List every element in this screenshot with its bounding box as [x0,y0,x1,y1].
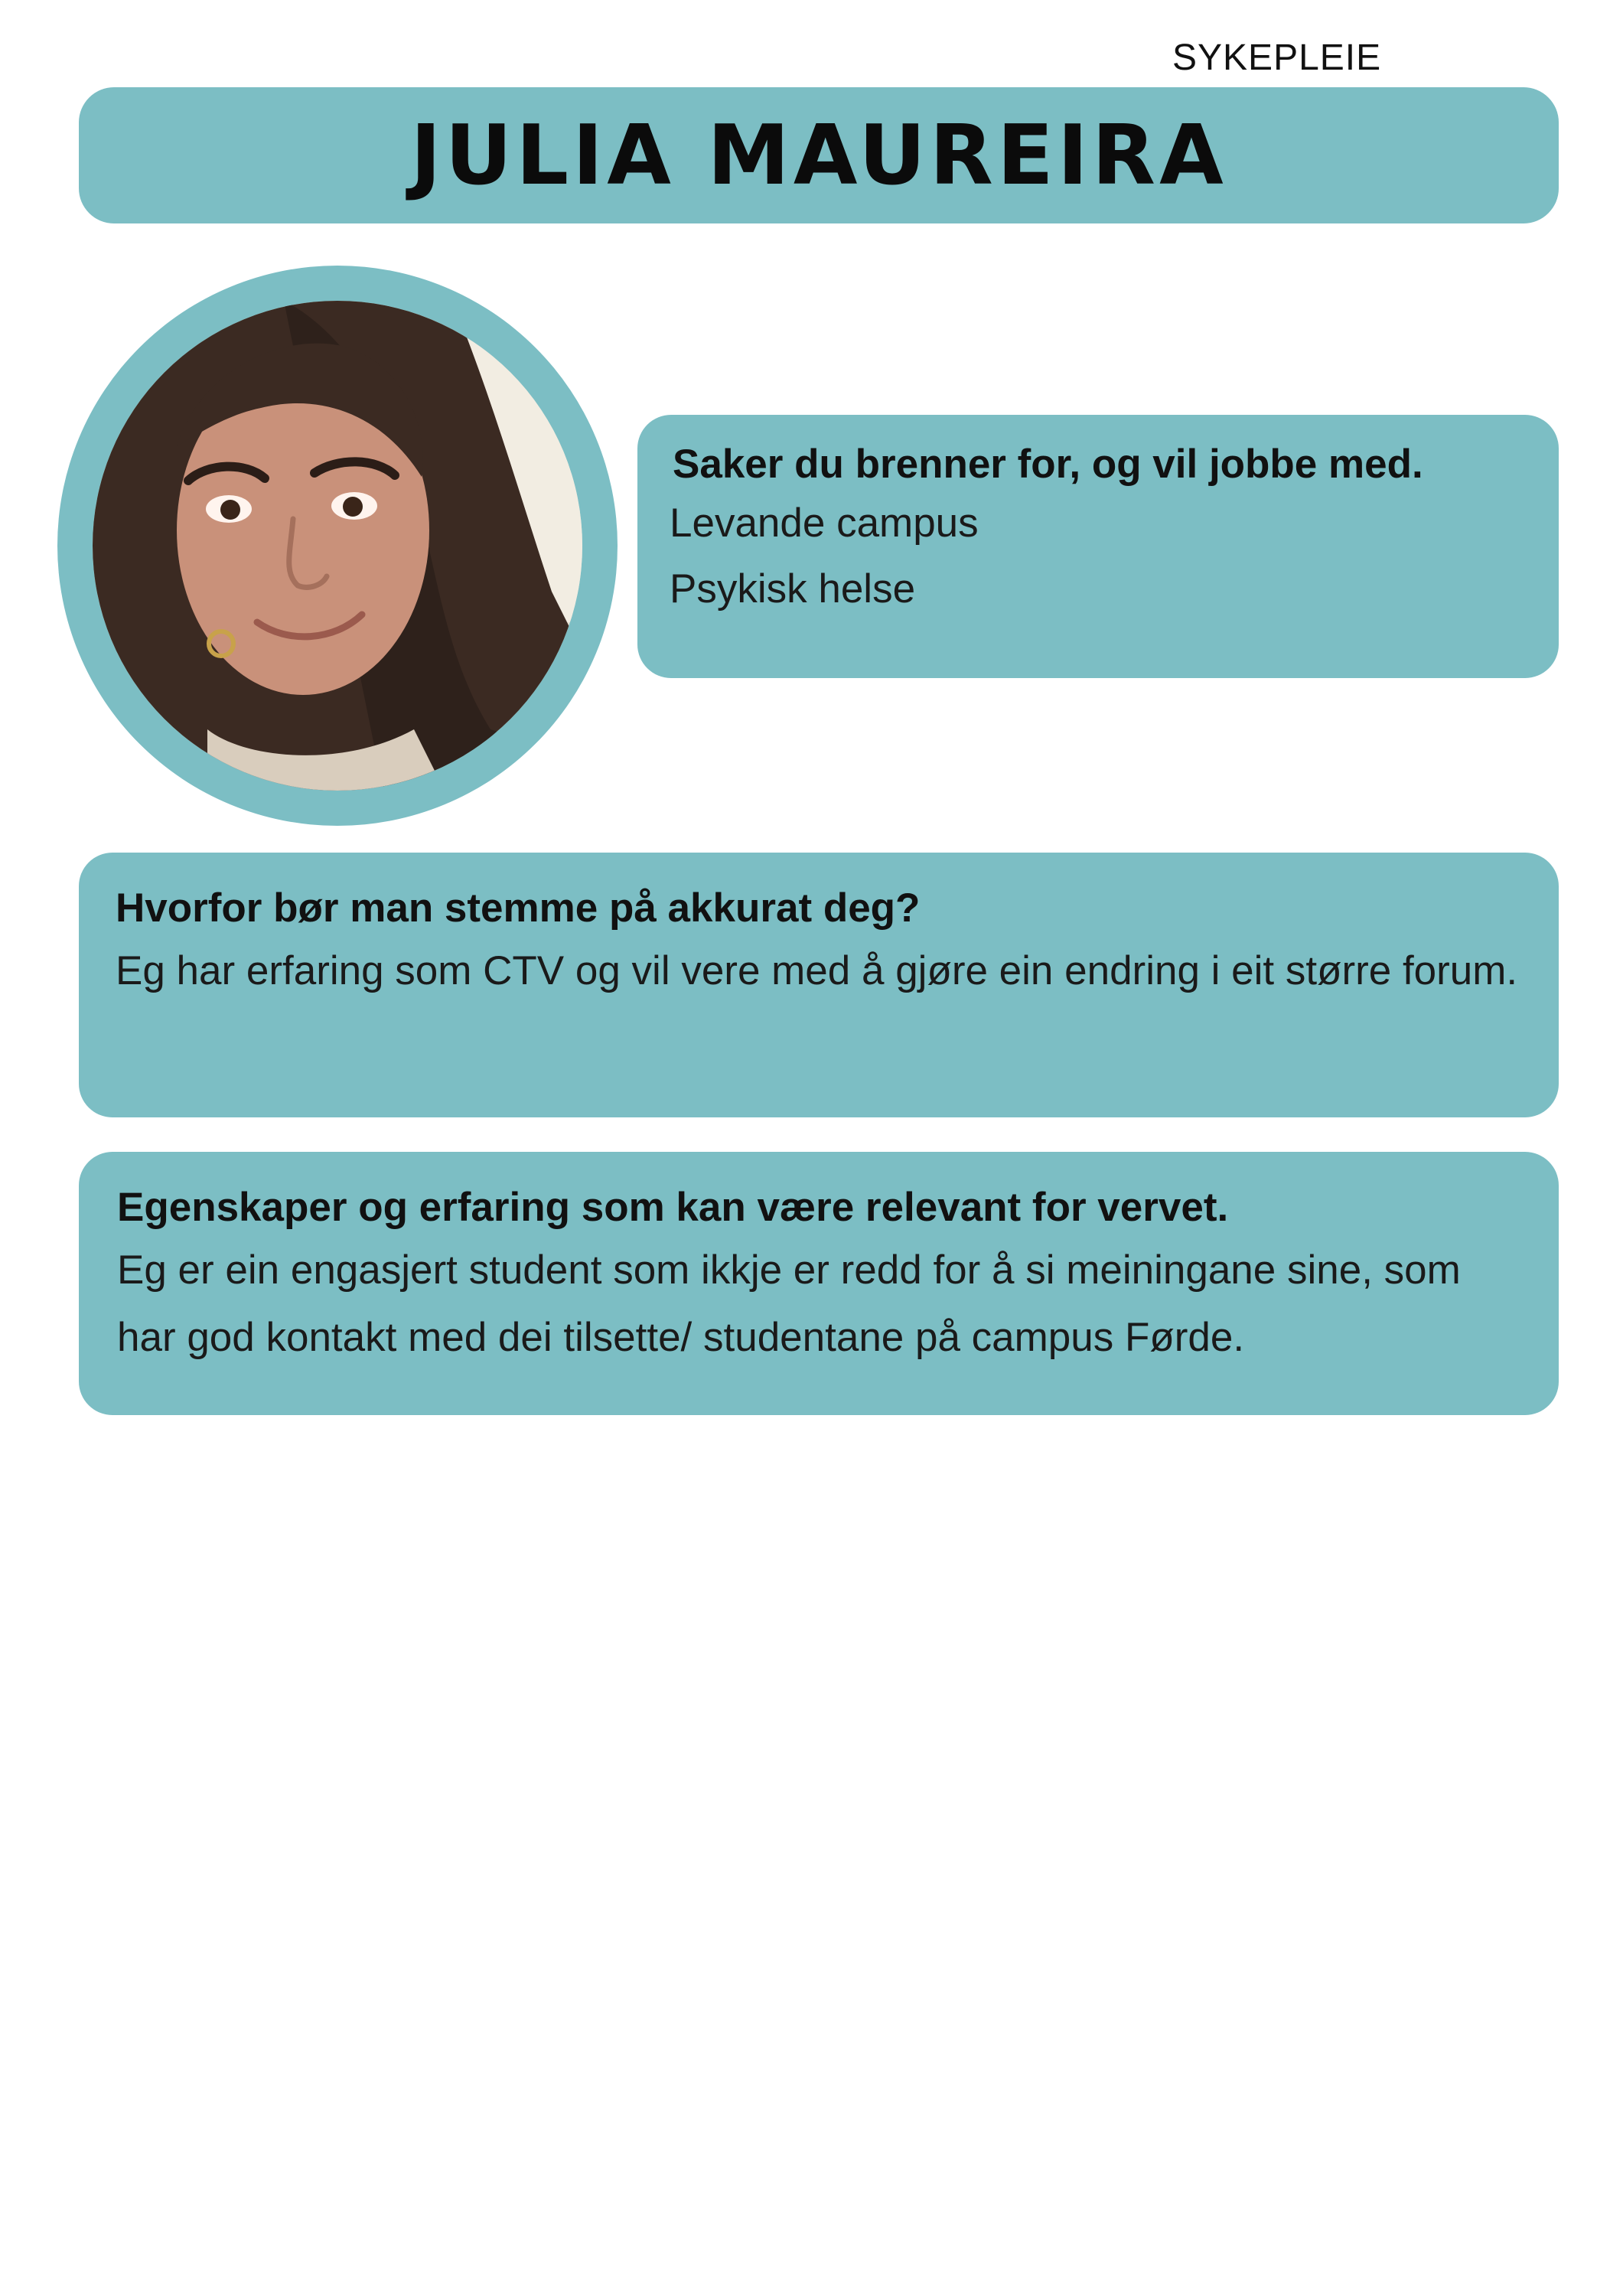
candidate-name: JULIA MAUREIRA [410,107,1227,204]
name-banner [79,87,1559,223]
why-vote-text: Eg har erfaring som CTV og vil vere med å gjøre ein endring i eit større forum. [116,948,1518,993]
passions-card [637,415,1559,678]
passions-heading: Saker du brenner for, og vil jobbe med. [673,442,1423,487]
why-vote-heading: Hvorfor bør man stemme på akkurat deg? [116,885,921,931]
qualifications-heading: Egenskaper og erfaring som kan være relevant for vervet. [117,1185,1229,1230]
passion-item: Levande campus [670,501,979,546]
why-vote-card [79,853,1559,1117]
passion-item: Psykisk helse [670,566,916,612]
photo-frame [57,266,618,826]
program-label: SYKEPLEIE [1172,38,1382,78]
qualifications-card [79,1152,1559,1415]
qualifications-text: Eg er ein engasjert student som ikkje er redd for å si meiningane sine, som har god kontakt med dei tilsette/ studentane på campus Førde. [117,1247,1461,1360]
portrait-photo [93,301,582,791]
